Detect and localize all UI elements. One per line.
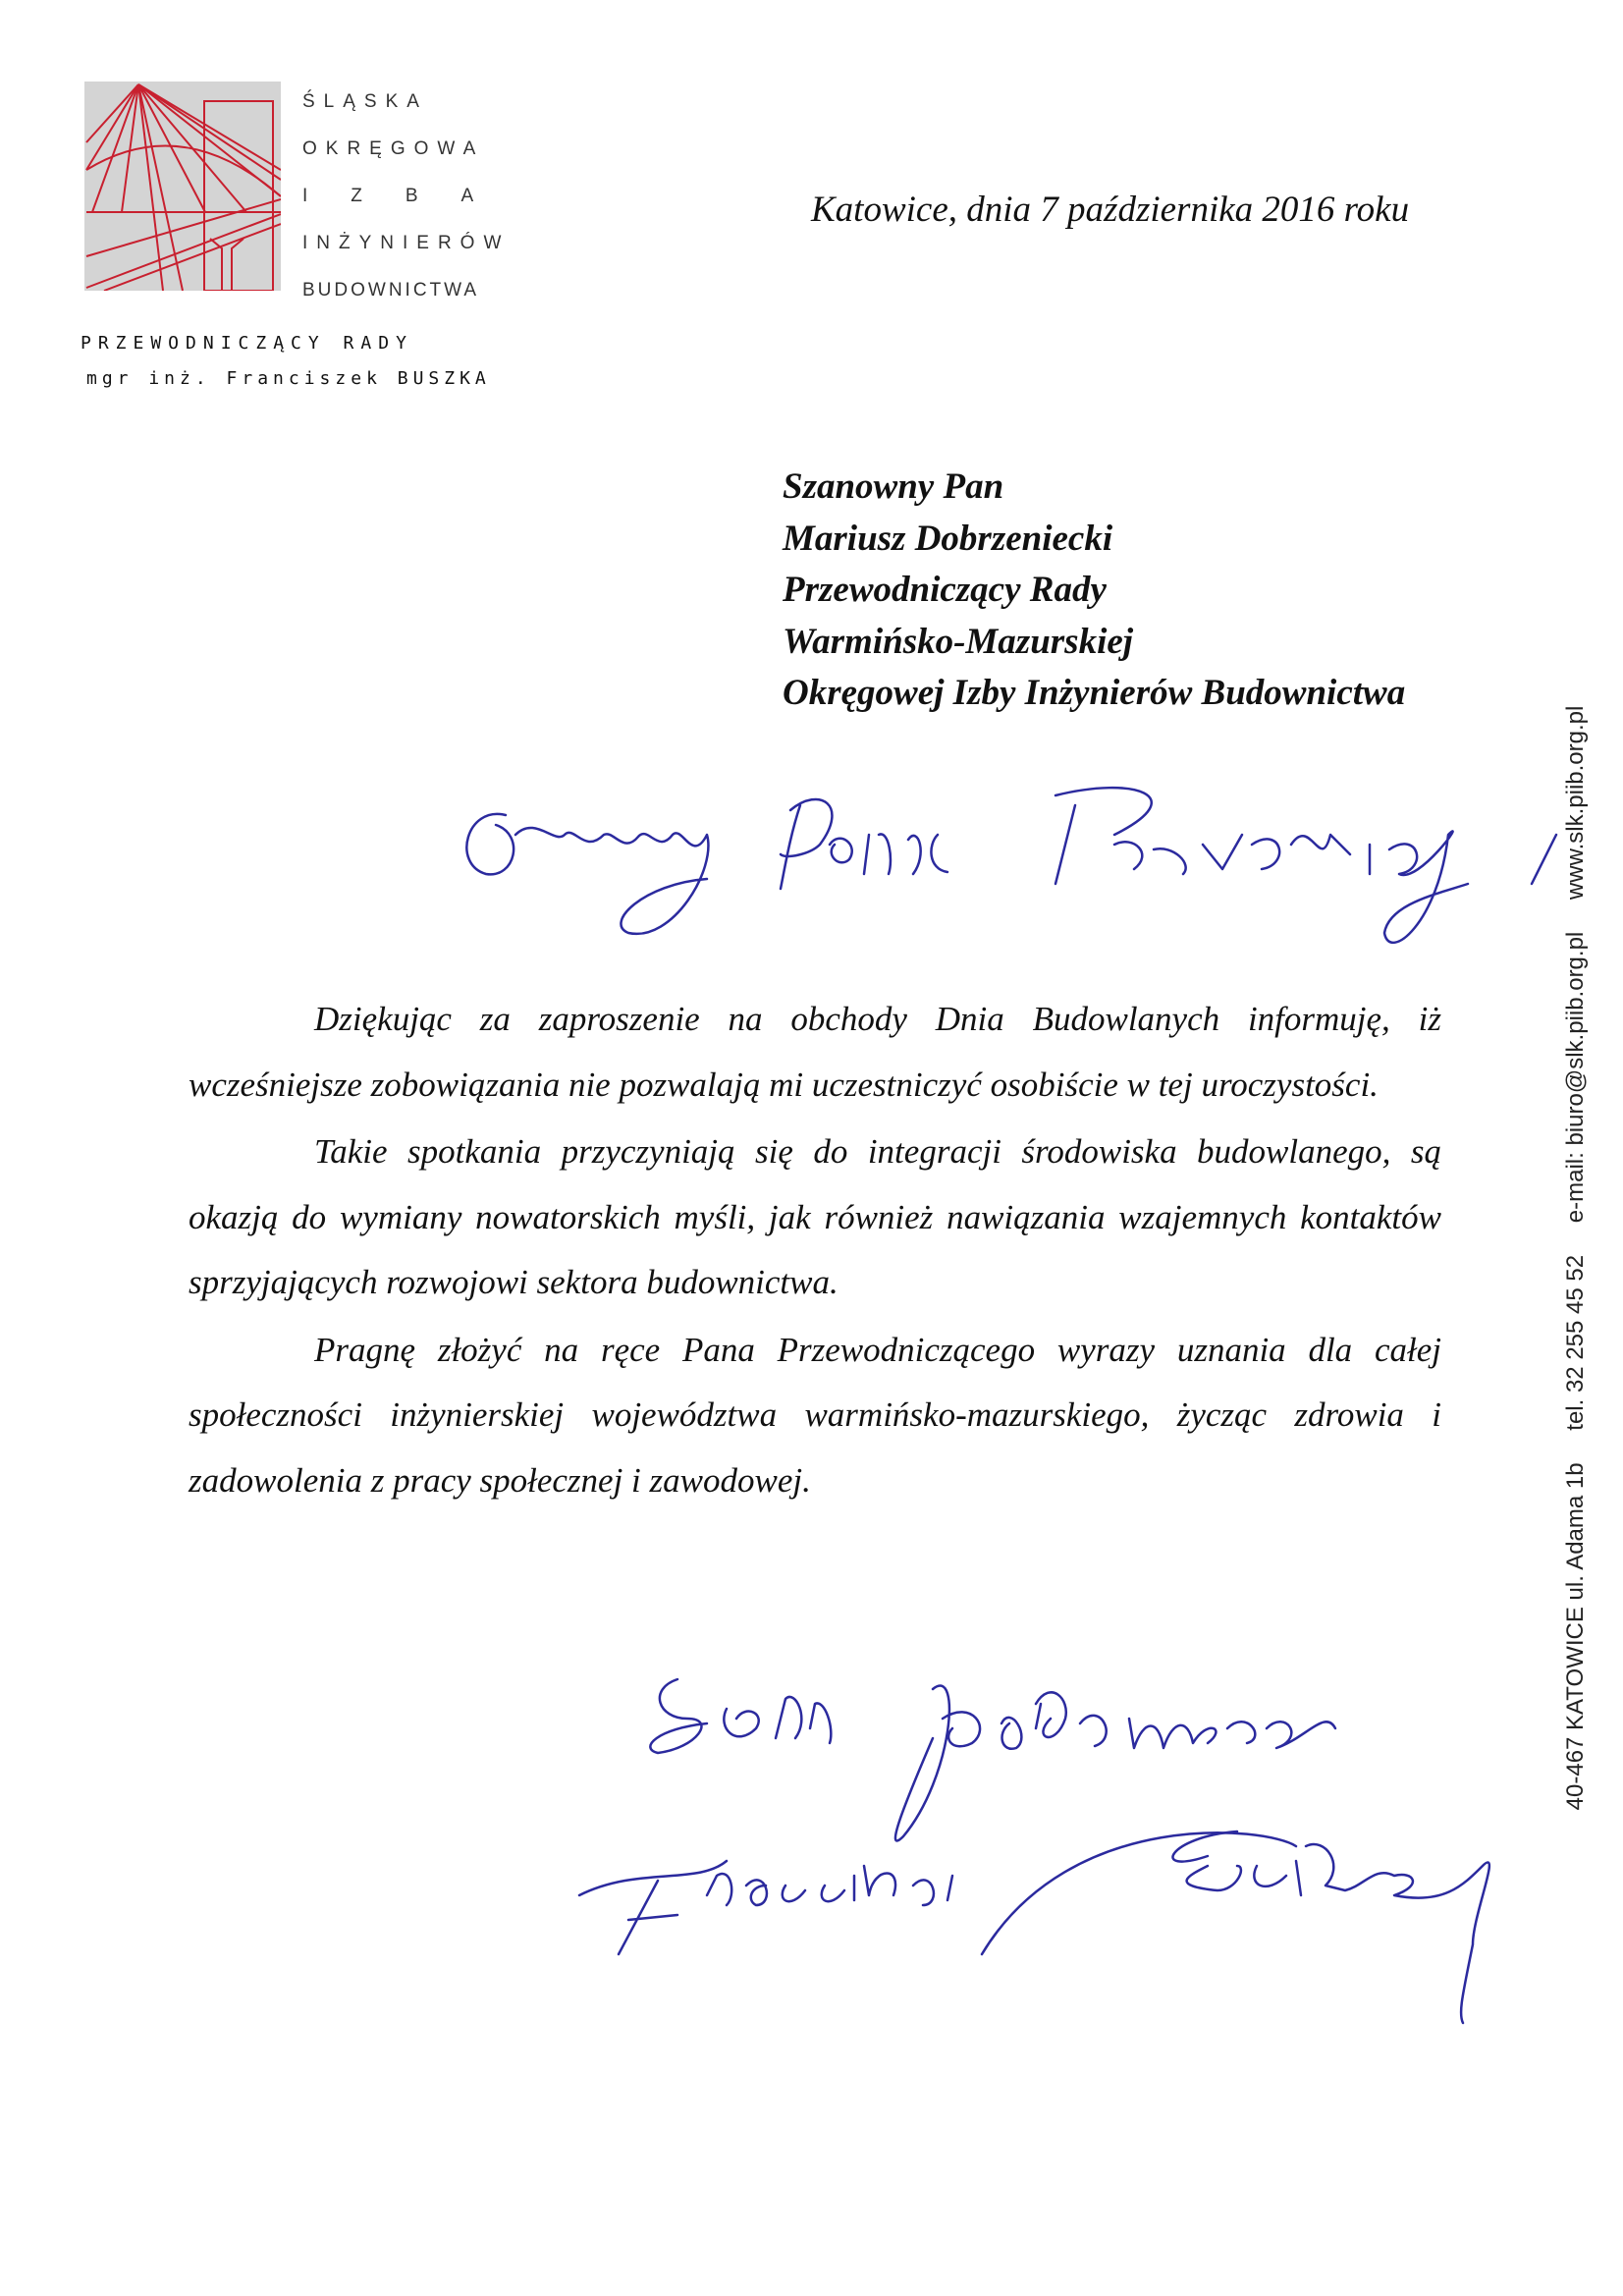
logo-line: OKRĘGOWA <box>302 138 485 159</box>
recipient-line: Mariusz Dobrzeniecki <box>783 518 1113 559</box>
recipient-line: Szanowny Pan <box>783 466 1004 507</box>
recipient-block <box>783 462 1405 720</box>
handwritten-signature <box>560 1807 1512 2033</box>
recipient-line: Okręgowej Izby Inżynierów Budownictwa <box>783 673 1406 713</box>
handwritten-salutation <box>447 776 1576 972</box>
letter-body <box>189 987 1441 1515</box>
contact-footer <box>1562 681 1590 1811</box>
logo-line: INŻYNIERÓW <box>302 233 511 253</box>
paragraph: Pragnę złożyć na ręce Pana Przewodniczącego wyrazy uznania dla całej społeczności inżynierskiej województwa warmińsko-mazurskiego, życząc zdrowia i zadowolenia z pracy społecznej i zawodowej. <box>189 1330 1441 1500</box>
logo-line: IZBA <box>302 186 517 206</box>
paragraph: Dziękując za zaproszenie na obchody Dnia Budowlanych informuję, iż wcześniejsze zobowiązania nie pozwalają mi uczestniczyć osobiście w tej uroczystości. <box>189 1000 1441 1104</box>
sender-block <box>81 326 491 397</box>
letter-date: Katowice, dnia 7 października 2016 roku <box>811 190 1410 230</box>
sender-position: PRZEWODNICZĄCY RADY <box>81 333 413 354</box>
footer-phone: tel. 32 255 45 52 <box>1562 1254 1589 1431</box>
logo-line: ŚLĄSKA <box>302 91 428 112</box>
recipient-line: Przewodniczący Rady <box>783 570 1107 610</box>
footer-address: 40-467 KATOWICE ul. Adama 1b <box>1562 1462 1589 1811</box>
recipient-line: Warmińsko-Mazurskiej <box>783 621 1134 662</box>
sender-name: mgr inż. Franciszek BUSZKA <box>86 368 491 389</box>
logo-line: BUDOWNICTWA <box>302 280 480 301</box>
bridge-logo-icon <box>84 82 281 291</box>
footer-website[interactable]: www.slk.piib.org.pl <box>1562 705 1589 901</box>
logo <box>84 82 281 291</box>
footer-email[interactable]: e-mail: biuro@slk.piib.org.pl <box>1562 931 1589 1224</box>
logo-wordmark <box>302 79 516 314</box>
paragraph: Takie spotkania przyczyniają się do integracji środowiska budowlanego, są okazją do wymiany nowatorskich myśli, jak również nawiązania wzajemnych kontaktów sprzyjających rozwojowi sektora budownictwa. <box>189 1132 1441 1301</box>
